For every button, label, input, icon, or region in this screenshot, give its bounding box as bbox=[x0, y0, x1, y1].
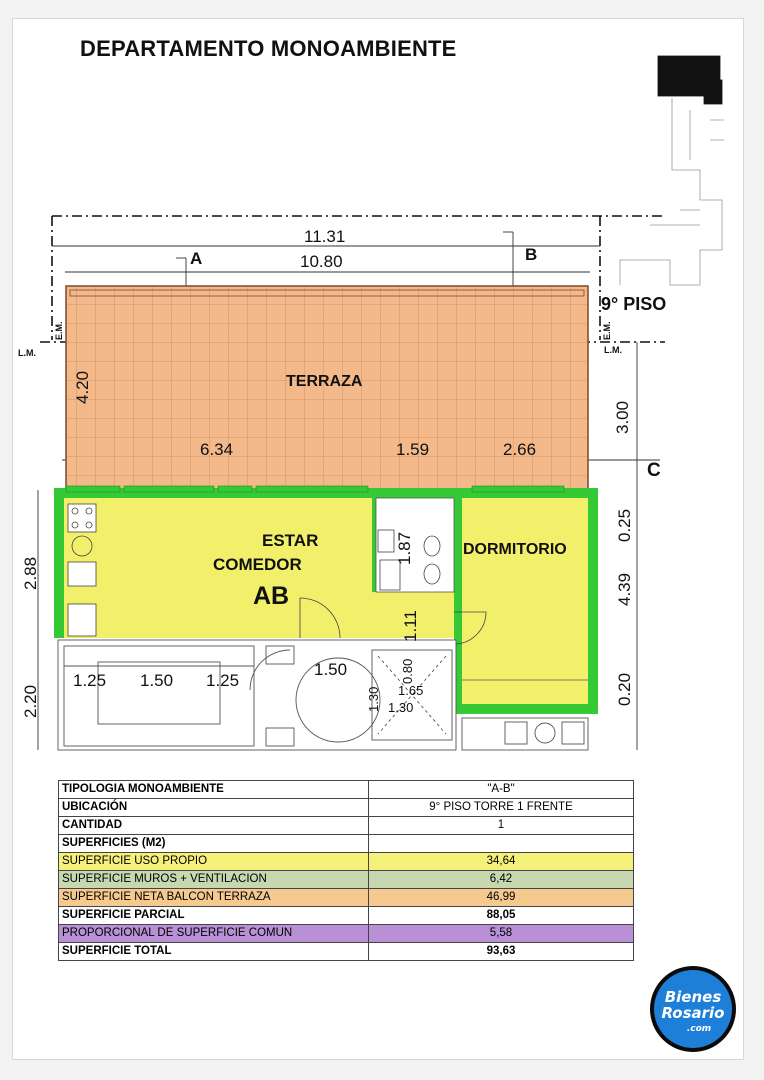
table-row bbox=[59, 799, 634, 817]
dim-elev-1-30b: 1.30 bbox=[388, 700, 414, 715]
row-label: PROPORCIONAL DE SUPERFICIE COMUN bbox=[59, 925, 369, 943]
dim-left-2-88: 2.88 bbox=[21, 556, 40, 590]
row-label: SUPERFICIE PARCIAL bbox=[59, 907, 369, 925]
surface-table bbox=[58, 780, 634, 961]
row-label: CANTIDAD bbox=[59, 817, 369, 835]
dim-left-2-20: 2.20 bbox=[21, 684, 40, 718]
row-label: SUPERFICIE NETA BALCON TERRAZA bbox=[59, 889, 369, 907]
room-terraza: TERRAZA bbox=[286, 373, 363, 390]
logo-line3: .com bbox=[686, 1024, 712, 1034]
room-estar: ESTAR bbox=[262, 531, 319, 550]
dim-total-width: 11.31 bbox=[304, 227, 346, 246]
row-label: SUPERFICIES (M2) bbox=[59, 835, 369, 853]
dim-elev-1-30a: 1.30 bbox=[366, 686, 381, 712]
dim-stair-1-25b: 1.25 bbox=[206, 671, 240, 690]
table-row bbox=[59, 835, 634, 853]
unit-label: AB bbox=[253, 582, 290, 610]
dim-2-66: 2.66 bbox=[503, 440, 537, 459]
table-row bbox=[59, 781, 634, 799]
em-right: E.M. bbox=[602, 321, 612, 340]
dim-right-0-20: 0.20 bbox=[615, 672, 634, 706]
row-value bbox=[369, 835, 634, 853]
table-row bbox=[59, 925, 634, 943]
neighbor-building bbox=[620, 56, 724, 285]
windows bbox=[66, 486, 564, 492]
row-value: 9° PISO TORRE 1 FRENTE bbox=[369, 799, 634, 817]
dim-elev-1-65: 1.65 bbox=[398, 683, 424, 698]
axis-c-label: C bbox=[647, 460, 661, 481]
dim-right-3-00: 3.00 bbox=[613, 400, 632, 434]
row-value: 6,42 bbox=[369, 871, 634, 889]
table-row bbox=[59, 943, 634, 961]
table-row bbox=[59, 889, 634, 907]
dim-bath-1-87: 1.87 bbox=[395, 531, 414, 565]
dim-stair-1-50: 1.50 bbox=[140, 671, 174, 690]
bienes-rosario-logo bbox=[650, 966, 736, 1052]
dim-stair-1-25a: 1.25 bbox=[73, 671, 107, 690]
axis-a-label: A bbox=[190, 249, 203, 268]
table-row bbox=[59, 907, 634, 925]
row-label: TIPOLOGIA MONOAMBIENTE bbox=[59, 781, 369, 799]
lm-left: L.M. bbox=[18, 348, 36, 358]
row-label: SUPERFICIE USO PROPIO bbox=[59, 853, 369, 871]
kitchen-fixtures bbox=[68, 504, 96, 636]
row-value: 5,58 bbox=[369, 925, 634, 943]
room-dormitorio: DORMITORIO bbox=[463, 541, 567, 558]
dim-terrace-width: 10.80 bbox=[300, 252, 343, 271]
dim-elev-0-80: 0.80 bbox=[400, 658, 415, 684]
axis-b-label: B bbox=[525, 245, 538, 264]
logo-line2: Rosario bbox=[661, 1004, 725, 1022]
row-value: 1 bbox=[369, 817, 634, 835]
room-comedor: COMEDOR bbox=[213, 555, 302, 574]
bedroom-area bbox=[462, 498, 588, 704]
floor-label: 9° PISO bbox=[601, 294, 667, 314]
row-value: 34,64 bbox=[369, 853, 634, 871]
row-value: 93,63 bbox=[369, 943, 634, 961]
row-label: UBICACIÓN bbox=[59, 799, 369, 817]
dim-hall-1-11: 1.11 bbox=[401, 610, 420, 642]
dim-right-4-39: 4.39 bbox=[615, 572, 634, 606]
em-left: E.M. bbox=[54, 321, 64, 340]
row-label: SUPERFICIE TOTAL bbox=[59, 943, 369, 961]
dim-lobby-1-50: 1.50 bbox=[314, 660, 348, 679]
table-row bbox=[59, 817, 634, 835]
dim-1-59: 1.59 bbox=[396, 440, 430, 459]
lm-right: L.M. bbox=[604, 345, 622, 355]
dim-6-34: 6.34 bbox=[200, 440, 234, 459]
row-value: 88,05 bbox=[369, 907, 634, 925]
page-title: DEPARTAMENTO MONOAMBIENTE bbox=[80, 36, 457, 61]
logo-line1: Bienes bbox=[664, 988, 722, 1006]
row-value: 46,99 bbox=[369, 889, 634, 907]
table-row bbox=[59, 853, 634, 871]
table-row bbox=[59, 871, 634, 889]
dim-terrace-depth: 4.20 bbox=[73, 370, 92, 404]
row-label: SUPERFICIE MUROS + VENTILACION bbox=[59, 871, 369, 889]
dim-right-0-25: 0.25 bbox=[615, 508, 634, 542]
row-value: "A-B" bbox=[369, 781, 634, 799]
